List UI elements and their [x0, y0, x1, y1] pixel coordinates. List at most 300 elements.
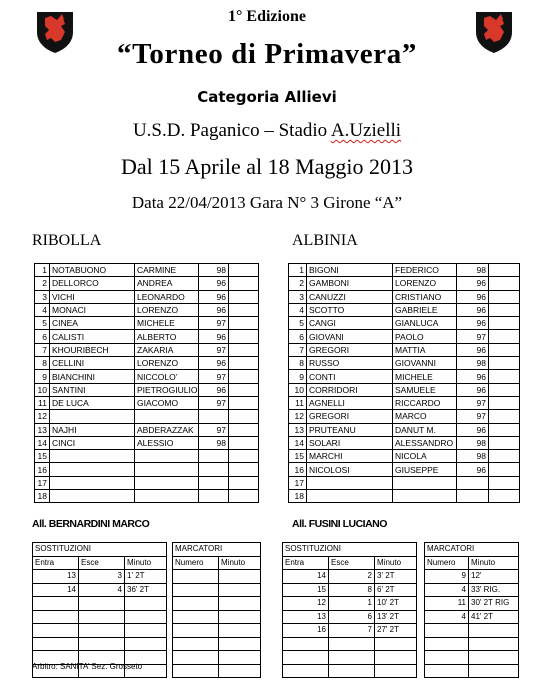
player-surname: GIOVANI — [307, 330, 393, 343]
player-year: 97 — [199, 423, 229, 436]
scorer-minute — [469, 624, 519, 638]
sub-in: 14 — [283, 570, 329, 584]
sub-in — [33, 610, 79, 624]
table-row — [289, 410, 520, 423]
player-number: 7 — [35, 343, 50, 356]
sub-minute: 10' 2T — [375, 597, 417, 611]
scorer-number — [425, 651, 469, 665]
player-firstname — [393, 476, 457, 489]
player-number: 9 — [289, 370, 307, 383]
table-row — [35, 423, 259, 436]
player-number: 5 — [35, 317, 50, 330]
empty-cell — [229, 450, 259, 463]
table-row — [35, 476, 259, 489]
sub-in: 14 — [33, 583, 79, 597]
player-firstname: LORENZO — [393, 277, 457, 290]
player-firstname: GABRIELE — [393, 303, 457, 316]
empty-cell — [489, 264, 520, 277]
player-number: 14 — [289, 436, 307, 449]
substitutions-table-home — [32, 542, 167, 678]
sub-out: 2 — [329, 570, 375, 584]
scorer-number: 9 — [425, 570, 469, 584]
table-row — [425, 570, 519, 584]
venue-line — [0, 120, 534, 142]
player-surname: SANTINI — [50, 383, 135, 396]
player-firstname — [135, 450, 199, 463]
player-number: 1 — [35, 264, 50, 277]
player-firstname: LEONARDO — [135, 290, 199, 303]
player-firstname: ZAKARIA — [135, 343, 199, 356]
scorer-minute: 33' RIG. — [469, 583, 519, 597]
table-row — [289, 290, 520, 303]
table-row — [425, 610, 519, 624]
player-surname: CINEA — [50, 317, 135, 330]
sub-out — [79, 637, 125, 651]
player-number: 18 — [289, 490, 307, 503]
player-surname: CORRIDORI — [307, 383, 393, 396]
player-firstname: PAOLO — [393, 330, 457, 343]
player-surname: NAJHI — [50, 423, 135, 436]
table-row — [289, 277, 520, 290]
empty-cell — [229, 396, 259, 409]
column-header: Esce — [79, 556, 125, 570]
table-row — [35, 383, 259, 396]
player-year: 96 — [457, 303, 489, 316]
table-row — [173, 597, 261, 611]
table-row — [33, 610, 167, 624]
sub-in: 15 — [283, 583, 329, 597]
player-number: 12 — [35, 410, 50, 423]
player-year: 97 — [199, 396, 229, 409]
player-year: 96 — [199, 383, 229, 396]
table-row — [33, 570, 167, 584]
empty-cell — [229, 476, 259, 489]
scorer-minute — [219, 610, 261, 624]
table-row — [425, 597, 519, 611]
player-surname: GREGORI — [307, 343, 393, 356]
sub-out — [79, 610, 125, 624]
player-number: 7 — [289, 343, 307, 356]
player-surname: CANGI — [307, 317, 393, 330]
player-firstname — [135, 476, 199, 489]
player-year: 98 — [199, 264, 229, 277]
player-surname: SOLARI — [307, 436, 393, 449]
player-year — [457, 476, 489, 489]
sub-out: 4 — [79, 583, 125, 597]
player-firstname: MICHELE — [135, 317, 199, 330]
player-year — [199, 490, 229, 503]
scorer-minute — [469, 637, 519, 651]
scorers-table-home — [172, 542, 261, 678]
empty-cell — [229, 383, 259, 396]
table-row — [289, 343, 520, 356]
sub-in: 12 — [283, 597, 329, 611]
table-row — [173, 570, 261, 584]
table-row — [289, 490, 520, 503]
player-number: 13 — [35, 423, 50, 436]
sub-in — [283, 651, 329, 665]
sub-minute: 1' 2T — [125, 570, 167, 584]
empty-cell — [489, 290, 520, 303]
player-firstname: DANUT M. — [393, 423, 457, 436]
table-row — [35, 370, 259, 383]
player-surname — [50, 476, 135, 489]
coach-away: All. FUSINI LUCIANO — [292, 518, 387, 530]
player-surname: BIGONI — [307, 264, 393, 277]
player-firstname: ALESSANDRO — [393, 436, 457, 449]
sub-out: 1 — [329, 597, 375, 611]
table-row — [283, 570, 417, 584]
table-row — [35, 317, 259, 330]
match-info: Data 22/04/2013 Gara N° 3 Girone “A” — [131, 193, 403, 212]
column-header: Minuto — [375, 556, 417, 570]
empty-cell — [229, 436, 259, 449]
sub-minute: 3' 2T — [375, 570, 417, 584]
player-surname: GAMBONI — [307, 277, 393, 290]
scorer-minute — [219, 570, 261, 584]
table-header-row — [283, 556, 417, 570]
empty-cell — [489, 277, 520, 290]
table-row — [35, 290, 259, 303]
table-row — [33, 597, 167, 611]
table-row — [173, 637, 261, 651]
sub-minute: 36' 2T — [125, 583, 167, 597]
player-number: 18 — [35, 490, 50, 503]
player-surname: NICOLOSI — [307, 463, 393, 476]
scorers-title: MARCATORI — [425, 543, 519, 557]
sub-minute — [125, 610, 167, 624]
table-row — [35, 330, 259, 343]
player-surname: CALISTI — [50, 330, 135, 343]
player-number: 10 — [289, 383, 307, 396]
column-header: Minuto — [469, 556, 519, 570]
table-row — [173, 610, 261, 624]
sub-out — [79, 624, 125, 638]
table-row — [289, 450, 520, 463]
table-title-row — [173, 543, 261, 557]
sub-out — [329, 651, 375, 665]
sub-minute — [125, 597, 167, 611]
empty-cell — [229, 330, 259, 343]
table-row — [289, 396, 520, 409]
empty-cell — [489, 423, 520, 436]
empty-cell — [229, 303, 259, 316]
empty-cell — [229, 490, 259, 503]
table-row — [289, 264, 520, 277]
scorer-minute — [219, 597, 261, 611]
player-number: 13 — [289, 423, 307, 436]
empty-cell — [229, 370, 259, 383]
sub-minute — [125, 624, 167, 638]
table-row — [289, 423, 520, 436]
scorer-minute — [219, 664, 261, 678]
venue-prefix: U.S.D. Paganico – Stadio — [132, 120, 331, 141]
sub-out — [329, 637, 375, 651]
tournament-title: “Torneo di Primavera” — [117, 38, 417, 70]
table-row — [283, 651, 417, 665]
player-number: 14 — [35, 436, 50, 449]
player-surname: CONTI — [307, 370, 393, 383]
table-row — [289, 370, 520, 383]
scorers-title: MARCATORI — [173, 543, 261, 557]
team-name-away: ALBINIA — [292, 232, 358, 249]
sub-in — [283, 664, 329, 678]
table-row — [425, 637, 519, 651]
scorer-number — [173, 583, 219, 597]
player-year — [199, 410, 229, 423]
empty-cell — [489, 463, 520, 476]
player-year: 96 — [457, 317, 489, 330]
table-row — [35, 463, 259, 476]
player-number: 2 — [289, 277, 307, 290]
player-surname: DE LUCA — [50, 396, 135, 409]
player-firstname: LORENZO — [135, 357, 199, 370]
player-firstname: ABDERAZZAK — [135, 423, 199, 436]
player-number: 15 — [35, 450, 50, 463]
player-year: 96 — [199, 303, 229, 316]
player-surname: AGNELLI — [307, 396, 393, 409]
table-row — [289, 463, 520, 476]
player-firstname: CARMINE — [135, 264, 199, 277]
substitutions-title: SOSTITUZIONI — [33, 543, 167, 557]
sub-minute: 27' 2T — [375, 624, 417, 638]
table-row — [35, 343, 259, 356]
empty-cell — [489, 383, 520, 396]
table-title-row — [425, 543, 519, 557]
player-year — [199, 450, 229, 463]
player-year: 96 — [457, 277, 489, 290]
scorers-table-away — [424, 542, 519, 678]
empty-cell — [489, 410, 520, 423]
sub-out: 7 — [329, 624, 375, 638]
table-row — [33, 624, 167, 638]
roster-table-home — [34, 263, 259, 503]
player-number: 12 — [289, 410, 307, 423]
sub-in: 13 — [33, 570, 79, 584]
table-row — [35, 357, 259, 370]
player-surname: RUSSO — [307, 357, 393, 370]
player-year: 98 — [457, 264, 489, 277]
player-firstname — [135, 490, 199, 503]
table-row — [283, 610, 417, 624]
table-row — [35, 450, 259, 463]
table-row — [35, 264, 259, 277]
empty-cell — [489, 303, 520, 316]
player-year: 97 — [457, 396, 489, 409]
column-header: Minuto — [125, 556, 167, 570]
player-surname: DELLORCO — [50, 277, 135, 290]
player-year: 98 — [457, 450, 489, 463]
edition-label: 1° Edizione — [228, 8, 306, 25]
player-number: 2 — [35, 277, 50, 290]
referee-note: Arbitro: SANITA’ Sez. Grosseto — [32, 662, 143, 671]
empty-cell — [489, 396, 520, 409]
scorer-minute — [469, 664, 519, 678]
player-surname — [50, 450, 135, 463]
empty-cell — [489, 330, 520, 343]
sub-minute: 6' 2T — [375, 583, 417, 597]
player-surname: SCOTTO — [307, 303, 393, 316]
sub-minute — [125, 637, 167, 651]
player-number: 16 — [289, 463, 307, 476]
player-number: 15 — [289, 450, 307, 463]
player-year: 98 — [457, 357, 489, 370]
table-row — [289, 330, 520, 343]
scorer-minute — [219, 583, 261, 597]
empty-cell — [489, 450, 520, 463]
player-number: 1 — [289, 264, 307, 277]
player-year: 97 — [199, 317, 229, 330]
player-year — [457, 490, 489, 503]
player-number: 8 — [289, 357, 307, 370]
sub-minute — [375, 664, 417, 678]
player-surname: VICHI — [50, 290, 135, 303]
sub-in — [33, 637, 79, 651]
player-surname — [307, 476, 393, 489]
empty-cell — [489, 490, 520, 503]
player-firstname: ALESSIO — [135, 436, 199, 449]
sub-out — [79, 597, 125, 611]
sub-in — [33, 597, 79, 611]
empty-cell — [229, 343, 259, 356]
table-row — [283, 624, 417, 638]
player-surname: CANUZZI — [307, 290, 393, 303]
table-row — [283, 637, 417, 651]
team-name-home: RIBOLLA — [32, 232, 102, 249]
player-year: 96 — [199, 277, 229, 290]
player-firstname: PIETROGIULIO — [135, 383, 199, 396]
table-row — [33, 583, 167, 597]
player-number: 8 — [35, 357, 50, 370]
player-year: 96 — [199, 290, 229, 303]
player-firstname: MARCO — [393, 410, 457, 423]
sub-minute — [375, 637, 417, 651]
table-row — [289, 383, 520, 396]
player-year: 97 — [199, 370, 229, 383]
empty-cell — [229, 277, 259, 290]
player-firstname: GIUSEPPE — [393, 463, 457, 476]
table-row — [283, 583, 417, 597]
table-row — [425, 583, 519, 597]
player-surname: CELLINI — [50, 357, 135, 370]
sub-out: 6 — [329, 610, 375, 624]
player-year: 96 — [199, 330, 229, 343]
empty-cell — [229, 410, 259, 423]
empty-cell — [489, 370, 520, 383]
player-firstname: SAMUELE — [393, 383, 457, 396]
player-year: 97 — [457, 330, 489, 343]
scorer-number — [425, 664, 469, 678]
player-year: 97 — [199, 343, 229, 356]
scorer-minute — [219, 651, 261, 665]
table-row — [173, 624, 261, 638]
player-year — [199, 476, 229, 489]
substitutions-table-away — [282, 542, 417, 678]
empty-cell — [229, 290, 259, 303]
player-surname — [50, 410, 135, 423]
table-row — [289, 317, 520, 330]
player-firstname: CRISTIANO — [393, 290, 457, 303]
empty-cell — [489, 476, 520, 489]
table-row — [33, 637, 167, 651]
empty-cell — [229, 357, 259, 370]
player-year: 96 — [199, 357, 229, 370]
column-header: Minuto — [219, 556, 261, 570]
player-surname — [50, 490, 135, 503]
player-firstname: ANDREA — [135, 277, 199, 290]
scorer-number — [173, 664, 219, 678]
scorer-minute: 30' 2T RIG — [469, 597, 519, 611]
player-surname: NOTABUONO — [50, 264, 135, 277]
sub-in: 13 — [283, 610, 329, 624]
table-row — [289, 476, 520, 489]
table-row — [35, 436, 259, 449]
scorer-number — [173, 651, 219, 665]
table-row — [283, 664, 417, 678]
player-surname: MONACI — [50, 303, 135, 316]
empty-cell — [489, 343, 520, 356]
column-header: Entra — [283, 556, 329, 570]
player-surname: GREGORI — [307, 410, 393, 423]
scorer-number — [425, 624, 469, 638]
sub-out: 8 — [329, 583, 375, 597]
scorer-number — [173, 624, 219, 638]
sub-minute: 13' 2T — [375, 610, 417, 624]
scorer-minute: 41' 2T — [469, 610, 519, 624]
scorer-minute — [469, 651, 519, 665]
empty-cell — [489, 317, 520, 330]
scorer-number — [173, 570, 219, 584]
stadium-name: A.Uzielli — [330, 120, 402, 141]
roster-table-away — [288, 263, 520, 503]
scorer-number: 4 — [425, 610, 469, 624]
player-surname: BIANCHINI — [50, 370, 135, 383]
tournament-dates: Dal 15 Aprile al 18 Maggio 2013 — [120, 154, 414, 179]
sub-in — [283, 637, 329, 651]
player-firstname: NICCOLO’ — [135, 370, 199, 383]
table-row — [173, 583, 261, 597]
player-number: 17 — [289, 476, 307, 489]
player-number: 16 — [35, 463, 50, 476]
scorer-number — [173, 637, 219, 651]
table-row — [35, 490, 259, 503]
table-row — [173, 651, 261, 665]
player-firstname: LORENZO — [135, 303, 199, 316]
empty-cell — [489, 357, 520, 370]
column-header: Esce — [329, 556, 375, 570]
table-row — [425, 664, 519, 678]
player-surname: KHOURIBECH — [50, 343, 135, 356]
player-year: 96 — [457, 370, 489, 383]
scorer-number: 11 — [425, 597, 469, 611]
player-number: 6 — [35, 330, 50, 343]
table-row — [173, 664, 261, 678]
table-row — [35, 303, 259, 316]
sub-out — [329, 664, 375, 678]
player-firstname: MATTIA — [393, 343, 457, 356]
player-number: 4 — [35, 303, 50, 316]
player-year: 97 — [457, 410, 489, 423]
sub-out: 3 — [79, 570, 125, 584]
coach-home: All. BERNARDINI MARCO — [32, 518, 150, 530]
player-number: 5 — [289, 317, 307, 330]
column-header: Numero — [173, 556, 219, 570]
player-year: 96 — [457, 290, 489, 303]
player-year: 96 — [457, 423, 489, 436]
substitutions-title: SOSTITUZIONI — [283, 543, 417, 557]
table-row — [289, 436, 520, 449]
player-firstname: MICHELE — [393, 370, 457, 383]
